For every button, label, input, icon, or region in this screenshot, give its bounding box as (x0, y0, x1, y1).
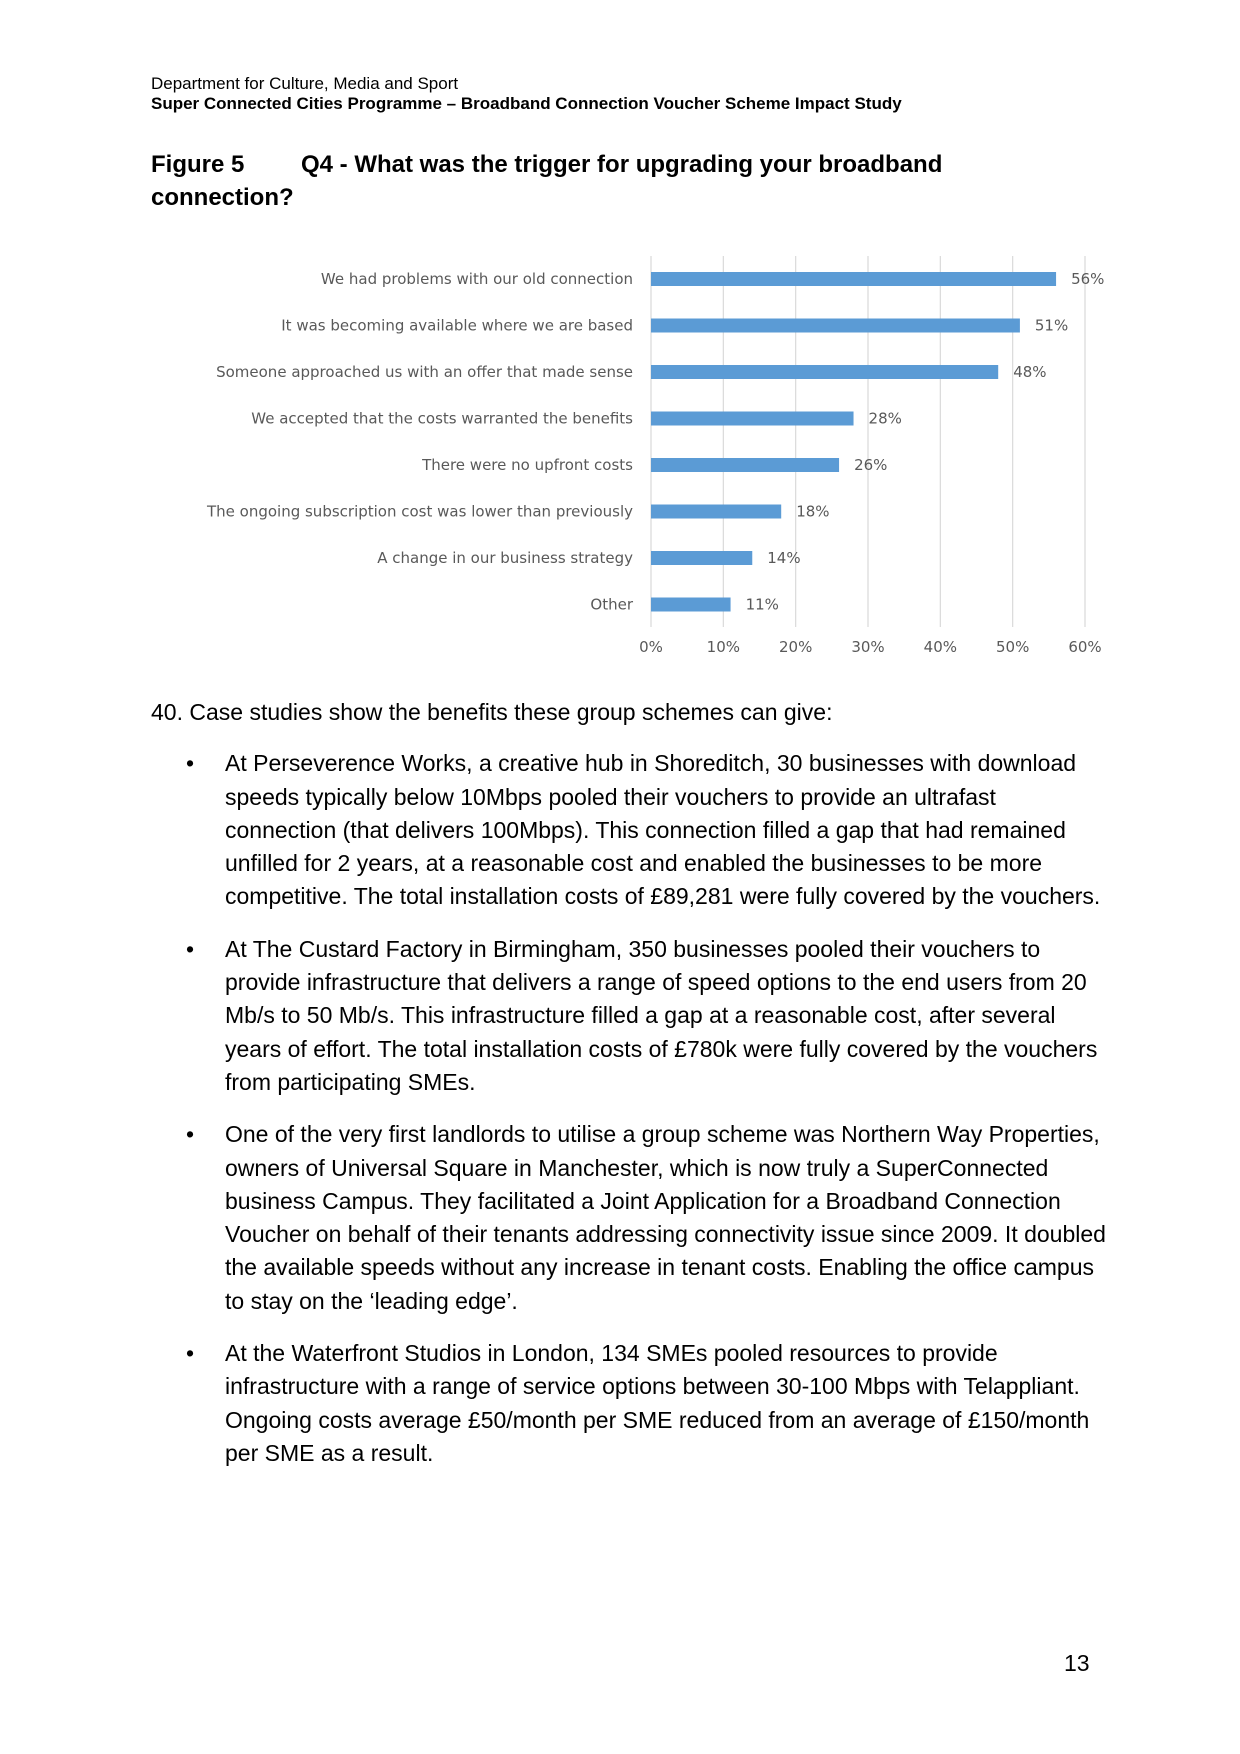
case-study-item (151, 1118, 1111, 1318)
figure-number: Figure 5 (151, 151, 245, 178)
case-study-item (151, 747, 1111, 913)
bar (651, 458, 839, 472)
bar (651, 272, 1056, 286)
case-study-item (151, 933, 1111, 1099)
bar (651, 365, 998, 379)
x-tick-label: 10% (706, 638, 741, 656)
bullet-icon: • (186, 1121, 195, 1148)
category-label: It was becoming available where we are based (281, 316, 633, 335)
data-label: 56% (1071, 270, 1105, 288)
bullet-icon: • (186, 935, 195, 962)
x-tick-label: 50% (995, 638, 1030, 656)
category-label: There were no upfront costs (422, 456, 633, 474)
case-study-text: At the Waterfront Studios in London, 134 SMEs pooled resources to provide infrastructure with a range of service options between 30-100 Mbps with Telappliant. Ongoing costs average £50/month per SME reduced from an average of £150/month per SME as a result. (225, 1340, 1090, 1466)
intro-paragraph: 40. Case studies show the benefits these group schemes can give: (151, 699, 833, 725)
x-tick-label: 60% (1068, 638, 1102, 656)
case-study-item (151, 1337, 1111, 1470)
case-study-text: At Perseverence Works, a creative hub in Shoreditch, 30 businesses with download speeds typically below 10Mbps pooled their vouchers to provide an ultrafast connection (that delivers 100Mbps). This connection filled a gap that had remained unfilled for 2 years, at a reasonable cost and enabled the businesses to be more competitive. The total installation costs of £89,281 were fully covered by the vouchers. (225, 750, 1101, 910)
category-label: Someone approached us with an offer that made sense (216, 363, 633, 381)
case-study-list (151, 747, 1106, 1470)
data-label: 14% (767, 549, 801, 567)
category-label: We accepted that the costs warranted the benefits (251, 409, 633, 428)
body-text (151, 696, 1106, 1489)
category-label: Other (590, 595, 633, 614)
category-label: We had problems with our old connection (320, 270, 633, 288)
bar (651, 598, 731, 612)
bar (651, 505, 781, 519)
case-study-text: At The Custard Factory in Birmingham, 350 businesses pooled their vouchers to provide infrastructure that delivers a range of speed options to the end users from 20 Mb/s to 50 Mb/s. This infrastructure filled a gap at a reasonable cost, after several years of effort. The total installation costs of £780k were fully covered by the vouchers from participating SMEs. (225, 935, 1098, 1095)
report-title: Super Connected Cities Programme – Broadband Connection Voucher Scheme Impact Study (151, 94, 902, 113)
data-label: 48% (1013, 363, 1047, 381)
department-name: Department for Culture, Media and Sport (151, 74, 459, 93)
x-tick-label: 0% (639, 638, 663, 656)
bar-chart (0, 0, 1240, 680)
bullet-icon: • (186, 750, 195, 777)
figure-title: Q4 - What was the trigger for upgrading your broadband connection? (151, 151, 943, 211)
page-number: 13 (1064, 1650, 1090, 1676)
data-label: 51% (1034, 316, 1069, 335)
category-label: A change in our business strategy (377, 549, 633, 567)
data-label: 26% (854, 456, 888, 474)
case-study-text: One of the very first landlords to utilise a group scheme was Northern Way Properties, owners of Universal Square in Manchester, which is now truly a SuperConnected business Campus. They facilitated a Joint Application for a Broadband Connection Voucher on behalf of their tenants addressing connectivity issue since 2009. It doubled the available speeds without any increase in tenant costs. Enabling the office campus to stay on the ‘leading edge’. (225, 1121, 1106, 1314)
x-tick-label: 20% (778, 638, 813, 656)
data-label: 18% (796, 502, 830, 521)
bullet-icon: • (186, 1340, 195, 1367)
bar (651, 551, 752, 565)
data-label: 11% (745, 595, 779, 614)
bar (651, 319, 1020, 333)
data-label: 28% (868, 409, 902, 428)
category-label: The ongoing subscription cost was lower than previously (206, 502, 633, 521)
x-tick-label: 30% (851, 638, 885, 656)
bar (651, 412, 854, 426)
x-tick-label: 40% (923, 638, 958, 656)
